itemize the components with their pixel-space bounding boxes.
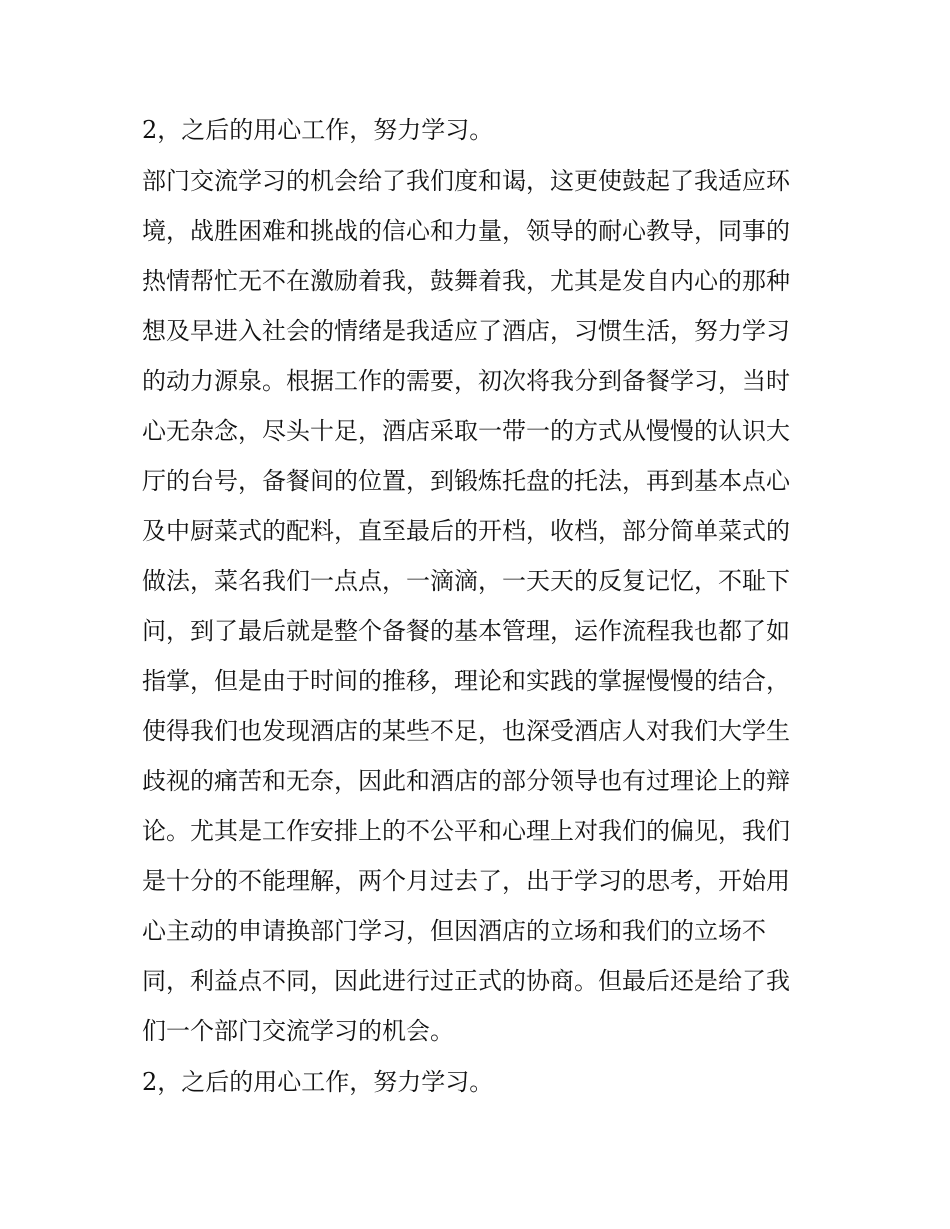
paragraph-line: 歧视的痛苦和无奈，因此和酒店的部分领导也有过理论上的辩 — [142, 767, 790, 795]
paragraph-line: 的动力源泉。根据工作的需要，初次将我分到备餐学习，当时 — [142, 367, 790, 395]
paragraph-line: 心主动的申请换部门学习，但因酒店的立场和我们的立场不 — [142, 917, 766, 945]
paragraph-line: 是十分的不能理解，两个月过去了，出于学习的思考，开始用 — [142, 867, 790, 895]
paragraph-line: 做法，菜名我们一点点，一滴滴，一天天的反复记忆，不耻下 — [142, 567, 790, 595]
paragraph-line: 们一个部门交流学习的机会。 — [142, 1017, 454, 1045]
paragraph-line: 问，到了最后就是整个备餐的基本管理，运作流程我也都了如 — [142, 617, 790, 645]
paragraph-line: 论。尤其是工作安排上的不公平和心理上对我们的偏见，我们 — [142, 817, 790, 845]
paragraph-line: 及中厨菜式的配料，直至最后的开档，收档，部分简单菜式的 — [142, 517, 790, 545]
paragraph-line: 热情帮忙无不在激励着我，鼓舞着我，尤其是发自内心的那种 — [142, 267, 790, 295]
paragraph-line: 同，利益点不同，因此进行过正式的协商。但最后还是给了我 — [142, 967, 790, 995]
paragraph-line: 厅的台号，备餐间的位置，到锻炼托盘的托法，再到基本点心 — [142, 467, 790, 495]
paragraph-line: 部门交流学习的机会给了我们度和谒，这更使鼓起了我适应环 — [142, 167, 790, 195]
paragraph-line: 想及早进入社会的情绪是我适应了酒店，习惯生活，努力学习 — [142, 317, 790, 345]
paragraph-line: 指掌，但是由于时间的推移，理论和实践的掌握慢慢的结合， — [142, 667, 790, 695]
section-heading-repeat: 2，之后的用心工作，努力学习。 — [142, 1068, 494, 1096]
paragraph-line: 使得我们也发现酒店的某些不足，也深受酒店人对我们大学生 — [142, 717, 790, 745]
paragraph-line: 境，战胜困难和挑战的信心和力量，领导的耐心教导，同事的 — [142, 217, 790, 245]
section-heading: 2，之后的用心工作，努力学习。 — [142, 116, 494, 144]
paragraph-line: 心无杂念，尽头十足，酒店采取一带一的方式从慢慢的认识大 — [142, 417, 790, 445]
